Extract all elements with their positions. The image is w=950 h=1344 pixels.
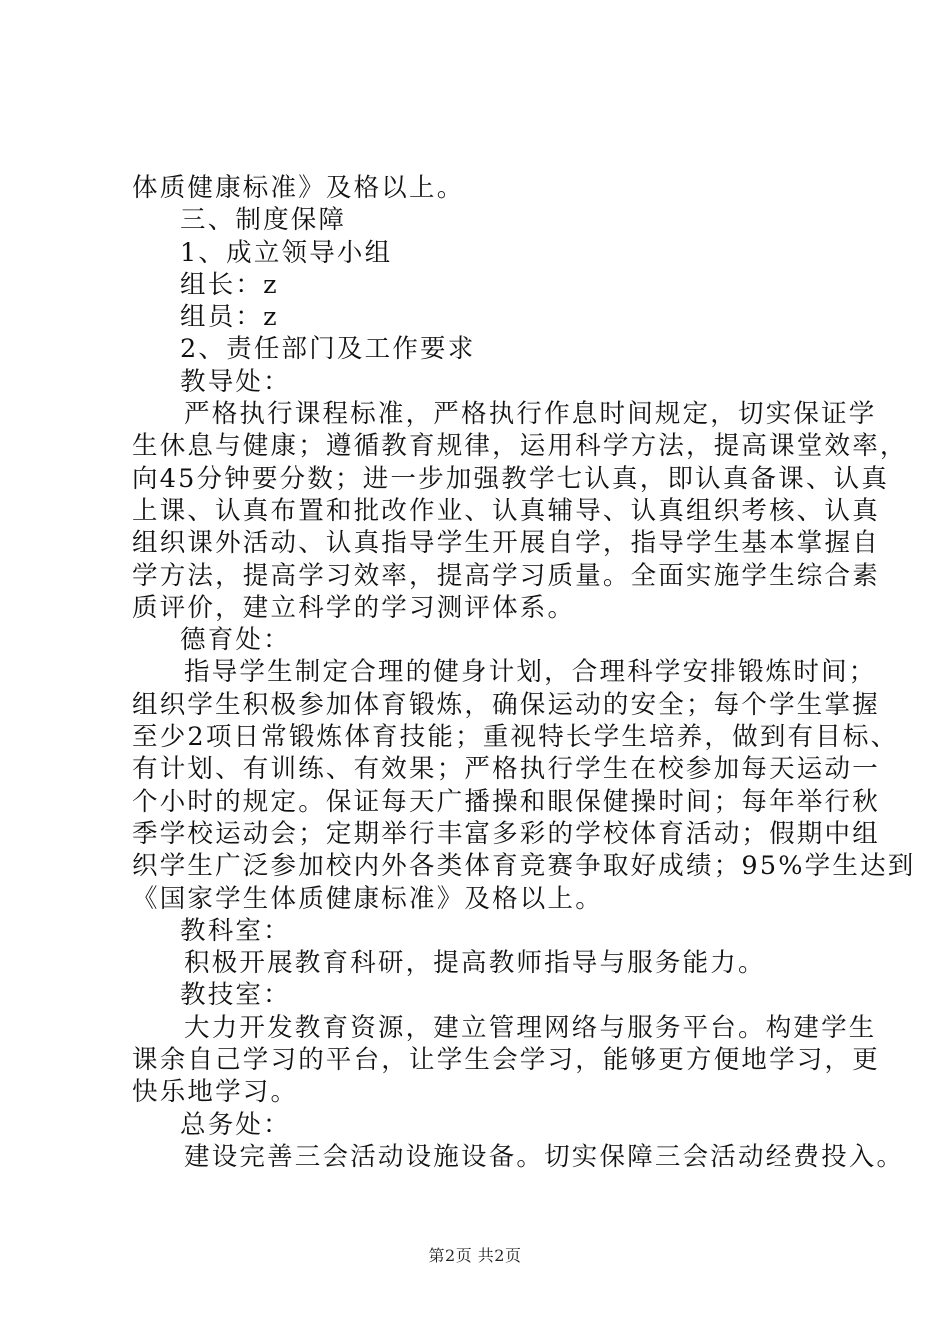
subsection-heading: 1、成立领导小组: [180, 237, 393, 268]
text-line: 严格执行课程标准，严格执行作息时间规定，切实保证学: [184, 399, 877, 430]
text-line: 生休息与健康；遵循教育规律，运用科学方法，提高课堂效率，: [132, 431, 908, 462]
text-line: 体质健康标准》及格以上。: [132, 173, 465, 203]
text-line: 至少2项日常锻炼体育技能；重视特长学生培养，做到有目标、: [132, 722, 899, 753]
text-line: 《国家学生体质健康标准》及格以上。: [132, 883, 603, 914]
page-number: 第2页 共2页: [428, 1246, 522, 1265]
text-line: 组织学生积极参加体育锻炼，确保运动的安全；每个学生掌握: [132, 689, 880, 720]
text-line: 课余自己学习的平台，让学生会学习，能够更方便地学习，更: [132, 1045, 880, 1076]
text-line: 织学生广泛参加校内外各类体育竞赛争取好成绩；95%学生达到: [132, 851, 916, 882]
text-line: 学方法，提高学习效率，提高学习质量。全面实施学生综合素: [132, 560, 880, 591]
department-label: 总务处：: [180, 1109, 291, 1140]
text-line: 向45分钟要分数；进一步加强教学七认真，即认真备课、认真: [132, 463, 890, 494]
text-line: 季学校运动会；定期举行丰富多彩的学校体育活动；假期中组: [132, 818, 880, 849]
text-line: 上课、认真布置和批改作业、认真辅导、认真组织考核、认真: [132, 495, 880, 526]
text-line: 大力开发教育资源，建立管理网络与服务平台。构建学生: [184, 1012, 877, 1043]
text-line: 组织课外活动、认真指导学生开展自学，指导学生基本掌握自: [132, 528, 880, 559]
section-heading: 三、制度保障: [180, 205, 347, 236]
department-label: 教导处：: [180, 366, 291, 397]
text-line: 积极开展教育科研，提高教师指导与服务能力。: [184, 948, 766, 979]
text-line: 组员：z: [180, 302, 279, 333]
text-line: 质评价，建立科学的学习测评体系。: [132, 592, 576, 623]
text-line: 组长：z: [180, 269, 279, 300]
document-body: [132, 172, 916, 1173]
text-line: 个小时的规定。保证每天广播操和眼保健操时间；每年举行秋: [132, 786, 880, 817]
department-label: 教科室：: [180, 915, 291, 946]
text-line: 快乐地学习。: [132, 1077, 299, 1108]
text-line: 指导学生制定合理的健身计划，合理科学安排锻炼时间；: [184, 657, 877, 688]
subsection-heading: 2、责任部门及工作要求: [180, 334, 476, 365]
department-label: 德育处：: [180, 625, 291, 656]
text-line: 有计划、有训练、有效果；严格执行学生在校参加每天运动一: [132, 754, 880, 785]
text-line: 建设完善三会活动设施设备。切实保障三会活动经费投入。: [184, 1141, 905, 1172]
department-label: 教技室：: [180, 980, 291, 1011]
